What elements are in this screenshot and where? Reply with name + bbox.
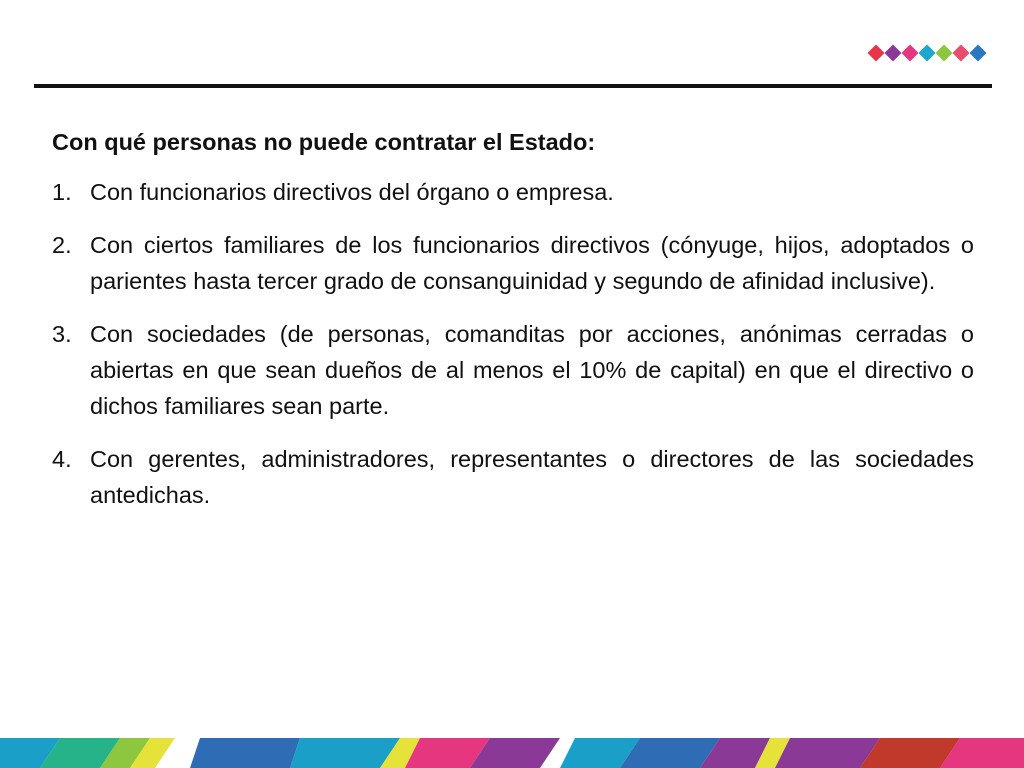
list-item-number: 2. — [52, 232, 72, 258]
logo-diamond-icon — [970, 45, 987, 62]
logo-diamond-icon — [936, 45, 953, 62]
list-item-text: Con funcionarios directivos del órgano o empresa. — [90, 179, 614, 205]
logo-diamond-icon — [885, 45, 902, 62]
slide-heading: Con qué personas no puede contratar el Estado: — [52, 129, 596, 155]
list-item — [52, 174, 974, 210]
footer-stripe — [190, 738, 300, 768]
logo-diamond-icon — [919, 45, 936, 62]
footer-color-band — [0, 738, 1024, 768]
logo-diamond-icon — [953, 45, 970, 62]
list-item — [52, 316, 974, 424]
header-divider — [34, 84, 992, 88]
list-item-number: 4. — [52, 446, 72, 472]
list-item-text: Con ciertos familiares de los funcionarios directivos (cónyuge, hijos, adoptados o parientes hasta tercer grado de consanguinidad y segundo de afinidad inclusive). — [90, 232, 974, 294]
list-item — [52, 227, 974, 299]
logo-diamond-icon — [868, 45, 885, 62]
list-item-number: 3. — [52, 321, 72, 347]
brand-logo-icon — [866, 44, 994, 64]
list-item — [52, 441, 974, 513]
list-item-text: Con gerentes, administradores, representantes o directores de las sociedades antedichas. — [90, 446, 974, 508]
logo-diamond-icon — [902, 45, 919, 62]
list-item-text: Con sociedades (de personas, comanditas por acciones, anónimas cerradas o abiertas en que sean dueños de al menos el 10% de capital) en que el directivo o dichos familiares sean parte. — [90, 321, 974, 419]
slide-body — [52, 124, 974, 530]
list-item-number: 1. — [52, 179, 72, 205]
